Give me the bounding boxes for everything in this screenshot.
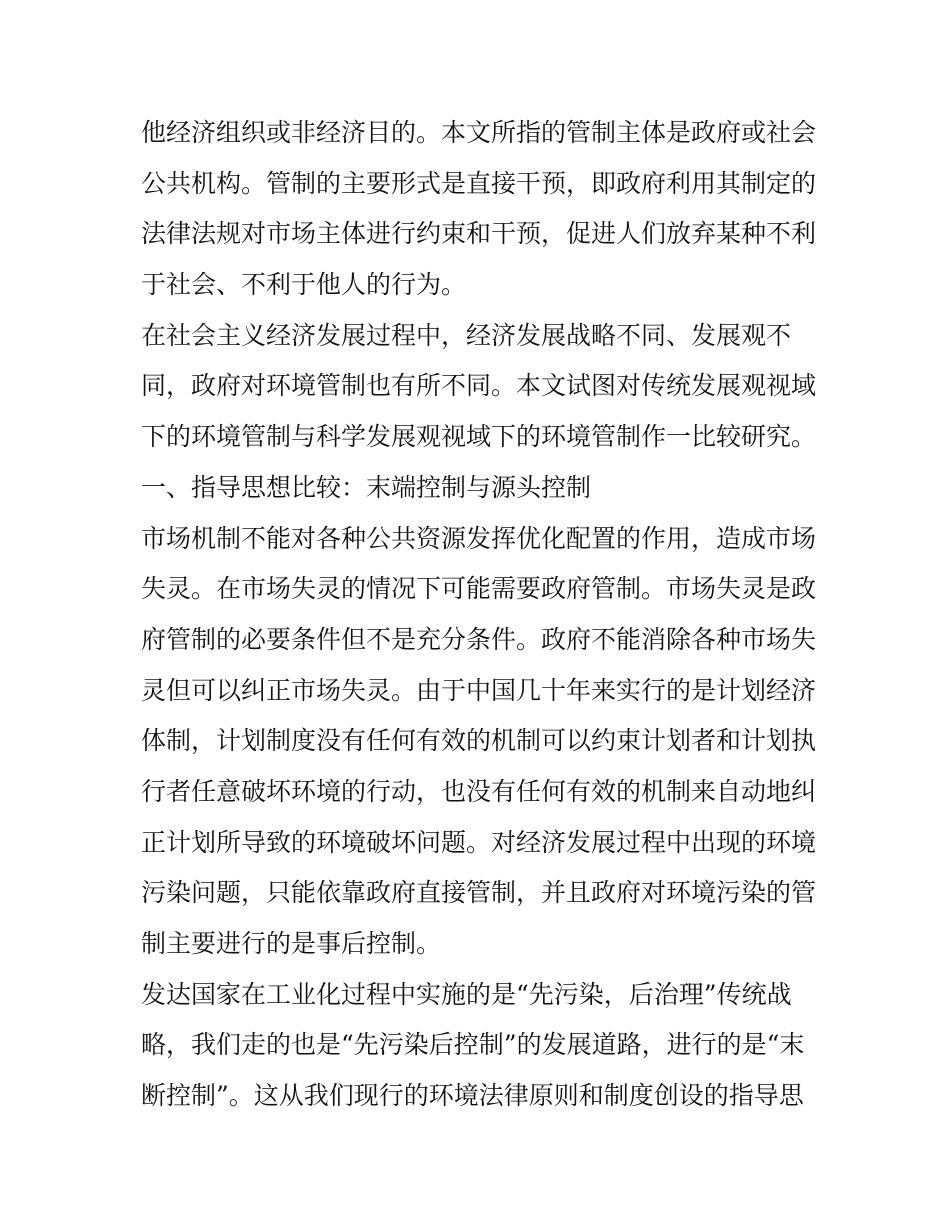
text-line-12: 灵但可以纠正市场失灵。由于中国几十年来实行的是计划经济	[141, 675, 817, 705]
text-line-9: 市场机制不能对各种公共资源发挥优化配置的作用，造成市场	[141, 523, 817, 553]
text-line-11: 府管制的必要条件但不是充分条件。政府不能消除各种市场失	[141, 624, 817, 654]
text-line-7: 下的环境管制与科学发展观视域下的环境管制作一比较研究。	[141, 422, 817, 452]
text-line-16: 污染问题，只能依靠政府直接管制，并且政府对环境污染的管	[141, 878, 817, 908]
text-line-15: 正计划所导致的环境破坏问题。对经济发展过程中出现的环境	[141, 827, 817, 857]
text-line-1: 他经济组织或非经济目的。本文所指的管制主体是政府或社会	[141, 118, 817, 147]
text-line-6: 同，政府对环境管制也有所不同。本文试图对传统发展观视域	[141, 371, 817, 401]
body-text	[141, 108, 821, 1122]
text-line-19: 略，我们走的也是“先污染后控制”的发展道路，进行的是“末	[141, 1030, 805, 1060]
text-line-18: 发达国家在工业化过程中实施的是“先污染，后治理”传统战	[141, 979, 792, 1009]
text-line-20: 断控制”。这从我们现行的环境法律原则和制度创设的指导思	[141, 1081, 804, 1111]
text-line-13: 体制，计划制度没有任何有效的机制可以约束计划者和计划执	[141, 726, 817, 756]
text-line-10: 失灵。在市场失灵的情况下可能需要政府管制。市场失灵是政	[141, 574, 817, 604]
text-line-2: 公共机构。管制的主要形式是直接干预，即政府利用其制定的	[141, 168, 817, 198]
section-heading: 一、指导思想比较：末端控制与源头控制	[141, 472, 592, 502]
text-line-14: 行者任意破坏环境的行动，也没有任何有效的机制来自动地纠	[141, 776, 817, 806]
text-line-5: 在社会主义经济发展过程中，经济发展战略不同、发展观不	[141, 320, 792, 350]
text-line-4: 于社会、不利于他人的行为。	[141, 270, 467, 300]
text-line-17: 制主要进行的是事后控制。	[141, 929, 442, 958]
text-line-3: 法律法规对市场主体进行约束和干预，促进人们放弃某种不利	[141, 219, 817, 249]
